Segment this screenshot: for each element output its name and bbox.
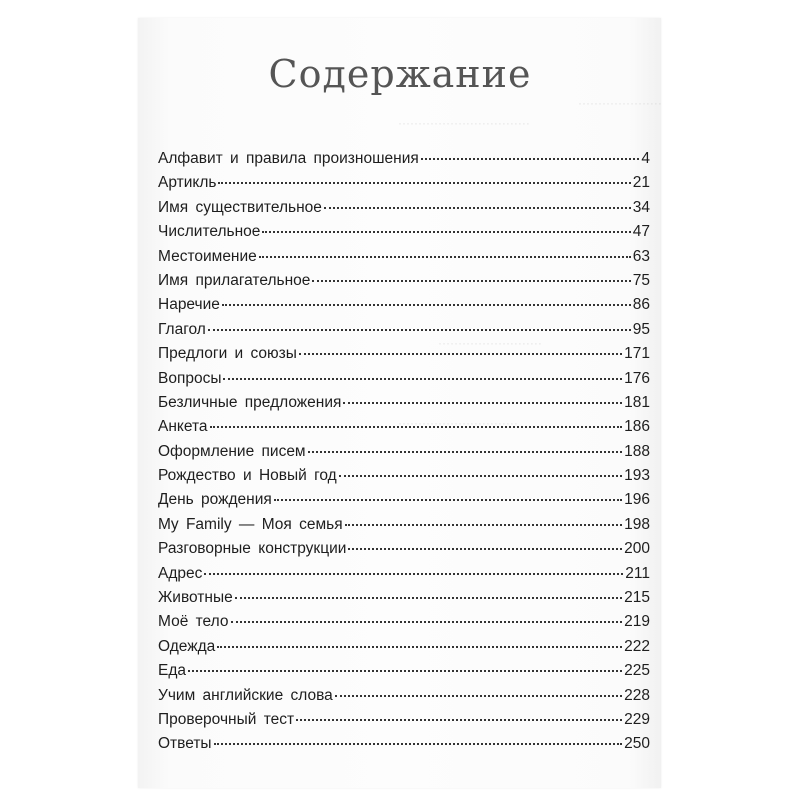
bleed-through-text: ·························· [438,336,542,350]
dot-leader [348,548,622,550]
dot-leader [214,743,623,745]
toc-entry-title: Глагол [158,320,206,338]
toc-entry-page-number: 200 [624,540,650,558]
toc-entry-page-number: 63 [632,247,650,265]
toc-entry-page-number: 47 [632,223,650,241]
toc-entry-title: Имя существительное [158,198,322,216]
toc-entry-page-number: 250 [624,735,650,753]
toc-entry [158,711,650,735]
toc-entry-title: Разговорные конструкции [158,540,347,558]
toc-entry-title: Алфавит и правила произношения [158,150,419,167]
toc-entry-page-number: 186 [624,418,650,436]
toc-entry [158,272,650,296]
toc-entry [158,321,650,345]
toc-entry-page-number: 219 [624,613,650,631]
toc-entry-page-number: 176 [624,369,650,387]
dot-leader [204,573,623,575]
toc-entry-page-number: 95 [632,320,650,338]
toc-entry-title: Учим английские слова [158,686,333,704]
toc-entry [158,345,650,369]
dot-leader [299,353,622,355]
toc-entry [158,516,650,540]
toc-entry-page-number: 181 [624,393,650,411]
toc-entry-title: Проверочный тест [158,710,295,728]
dot-leader [339,475,622,477]
toc-entry [158,223,650,247]
toc-entry-page-number: 34 [632,198,650,216]
toc-entry-title: Рождество и Новый год [158,467,337,485]
toc-entry-title: Предлоги и союзы [158,345,297,363]
toc-entry-page-number: 75 [632,271,650,289]
toc-entry-title: Вопросы [158,369,222,387]
toc-entry-title: My Family — Моя семья [158,515,343,533]
toc-entry-title: Имя прилагательное [158,271,311,289]
toc-entry [158,150,650,174]
toc-entry-page-number: 211 [625,564,650,582]
toc-entry [158,174,650,198]
dot-leader [231,621,623,623]
toc-entry-title: Числительное [158,223,261,241]
toc-entry-title: Одежда [158,637,216,655]
dot-leader [274,499,622,501]
dot-leader [259,256,631,258]
toc-entry-title: Моё тело [158,613,229,631]
toc-entry [158,491,650,515]
dot-leader [208,329,631,331]
dot-leader [210,426,623,428]
toc-entry-page-number: 229 [624,710,650,728]
toc-entry [158,199,650,223]
toc-entry [158,662,650,686]
toc-entry-page-number: 188 [624,442,650,460]
dot-leader [217,646,622,648]
toc-entry [158,735,650,759]
dot-leader [421,158,640,160]
toc-entry [158,467,650,491]
toc-entry-page-number: 196 [624,491,650,509]
toc-entry [158,565,650,589]
toc-entry [158,418,650,442]
toc-entry [158,370,650,394]
toc-entry-title: Адрес [158,564,203,582]
toc-entry-page-number: 4 [641,150,650,167]
dot-leader [312,280,630,282]
bleed-through-text: ································· [398,116,530,130]
toc-entry-title: День рождения [158,491,272,509]
dot-leader [218,182,630,184]
toc-entry-title: Ответы [158,735,212,753]
table-of-contents [158,150,650,760]
toc-entry-page-number: 225 [624,662,650,680]
dot-leader [335,695,622,697]
toc-entry [158,394,650,418]
toc-entry [158,296,650,320]
dot-leader [223,378,622,380]
toc-entry-title: Наречие [158,296,220,314]
dot-leader [324,207,631,209]
bleed-through-text: ······························ [398,416,518,430]
toc-entry [158,687,650,711]
toc-entry-title: Артикль [158,174,217,192]
dot-leader [296,719,622,721]
toc-entry-page-number: 86 [632,296,650,314]
page-title: Содержание [268,52,532,96]
toc-entry-page-number: 21 [632,174,650,192]
toc-entry-title: Безличные предложения [158,393,342,411]
toc-entry-title: Анкета [158,418,208,436]
toc-entry [158,540,650,564]
dot-leader [343,402,622,404]
toc-entry-page-number: 215 [624,589,650,607]
toc-entry-page-number: 228 [624,686,650,704]
toc-entry-page-number: 193 [624,467,650,485]
dot-leader [222,304,631,306]
toc-entry-page-number: 198 [624,515,650,533]
toc-entry-title: Оформление писем [158,442,306,460]
toc-entry [158,443,650,467]
toc-entry-title: Еда [158,662,187,680]
toc-entry [158,589,650,613]
dot-leader [262,231,630,233]
bleed-through-text: ····················· [578,96,662,110]
toc-entry [158,248,650,272]
toc-entry [158,638,650,662]
toc-entry-title: Животные [158,589,233,607]
toc-entry-page-number: 171 [624,345,650,363]
dot-leader [345,524,623,526]
toc-entry-page-number: 222 [624,637,650,655]
dot-leader [235,597,622,599]
dot-leader [308,451,623,453]
toc-entry-title: Местоимение [158,247,257,265]
toc-entry [158,613,650,637]
dot-leader [188,670,622,672]
